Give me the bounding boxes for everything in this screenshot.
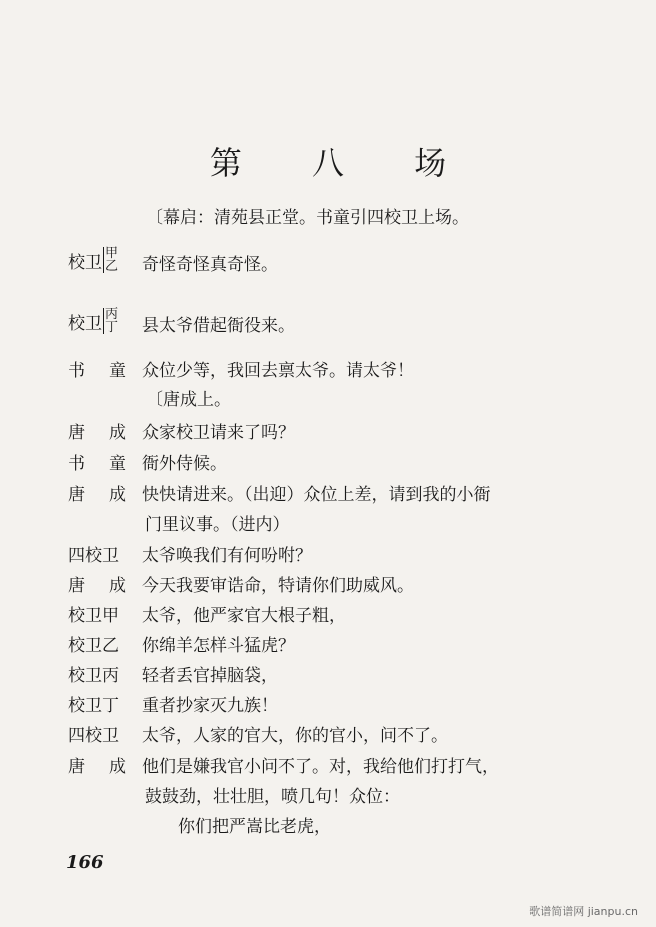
speech-text: 太爷，人家的官大，你的官小，问不了。 (142, 726, 448, 746)
speech-text: 众位少等，我回去禀太爷。请太爷！ (142, 361, 414, 381)
speaker-name: 校卫乙 (68, 636, 119, 656)
speech-text: 奇怪奇怪真奇怪。 (142, 255, 278, 275)
speech-text: 今天我要审诰命，特请你们助威风。 (142, 576, 414, 596)
speech-text: 太爷，他严家官大根子粗， (142, 606, 346, 626)
speech-text: 你绵羊怎样斗猛虎？ (142, 636, 295, 656)
speaker-base: 校卫 (68, 313, 102, 334)
speaker-name: 唐成 (68, 423, 150, 443)
speaker-name: 书童 (68, 361, 150, 381)
speaker-sub-bottom: 乙 (105, 259, 119, 274)
speaker-name: 唐成 (68, 576, 150, 596)
speaker-name: 唐成 (68, 757, 150, 777)
opening-stage-direction: 〔幕启：清苑县正堂。书童引四校卫上场。 (146, 208, 469, 228)
speech-text: 衙外侍候。 (142, 454, 227, 474)
speaker-sub-top: 丙 (105, 307, 119, 322)
speech-text: 快快请进来。（出迎）众位上差，请到我的小衙 (142, 485, 491, 505)
speaker-name: 四校卫 (68, 546, 119, 566)
speech-text: 众家校卫请来了吗？ (142, 423, 295, 443)
speech-continuation: 门里议事。（进内） (145, 515, 290, 535)
speaker-name (68, 308, 128, 334)
page-number: 166 (66, 852, 104, 873)
speech-text: 县太爷借起衙役来。 (142, 316, 295, 336)
watermark-text: 歌谱简谱网 jianpu.cn (529, 905, 638, 918)
speaker-base: 校卫 (68, 252, 102, 273)
speaker-name: 唐成 (68, 485, 150, 505)
speaker-name: 书童 (68, 454, 150, 474)
speaker-sub-stack (103, 308, 118, 334)
speech-text: 轻者丢官掉脑袋， (142, 666, 278, 686)
speaker-sub-stack (103, 247, 118, 273)
speaker-sub-top: 甲 (105, 246, 119, 261)
speaker-name: 校卫甲 (68, 606, 119, 626)
scene-title: 第 八 场 (209, 144, 477, 182)
speech-text: 他们是嫌我官小问不了。对，我给他们打打气， (142, 757, 499, 777)
verse-line: 你们把严嵩比老虎， (178, 817, 331, 837)
speaker-name: 校卫丙 (68, 666, 119, 686)
speaker-name (68, 247, 128, 273)
stage-direction: 〔唐成上。 (146, 390, 231, 410)
speaker-name: 校卫丁 (68, 696, 119, 716)
speech-text: 重者抄家灭九族！ (142, 696, 278, 716)
speaker-sub-bottom: 丁 (105, 320, 119, 335)
speech-text: 太爷唤我们有何吩咐？ (142, 546, 312, 566)
speech-continuation: 鼓鼓劲，壮壮胆，喷几句！众位： (145, 787, 400, 807)
speaker-name: 四校卫 (68, 726, 119, 746)
